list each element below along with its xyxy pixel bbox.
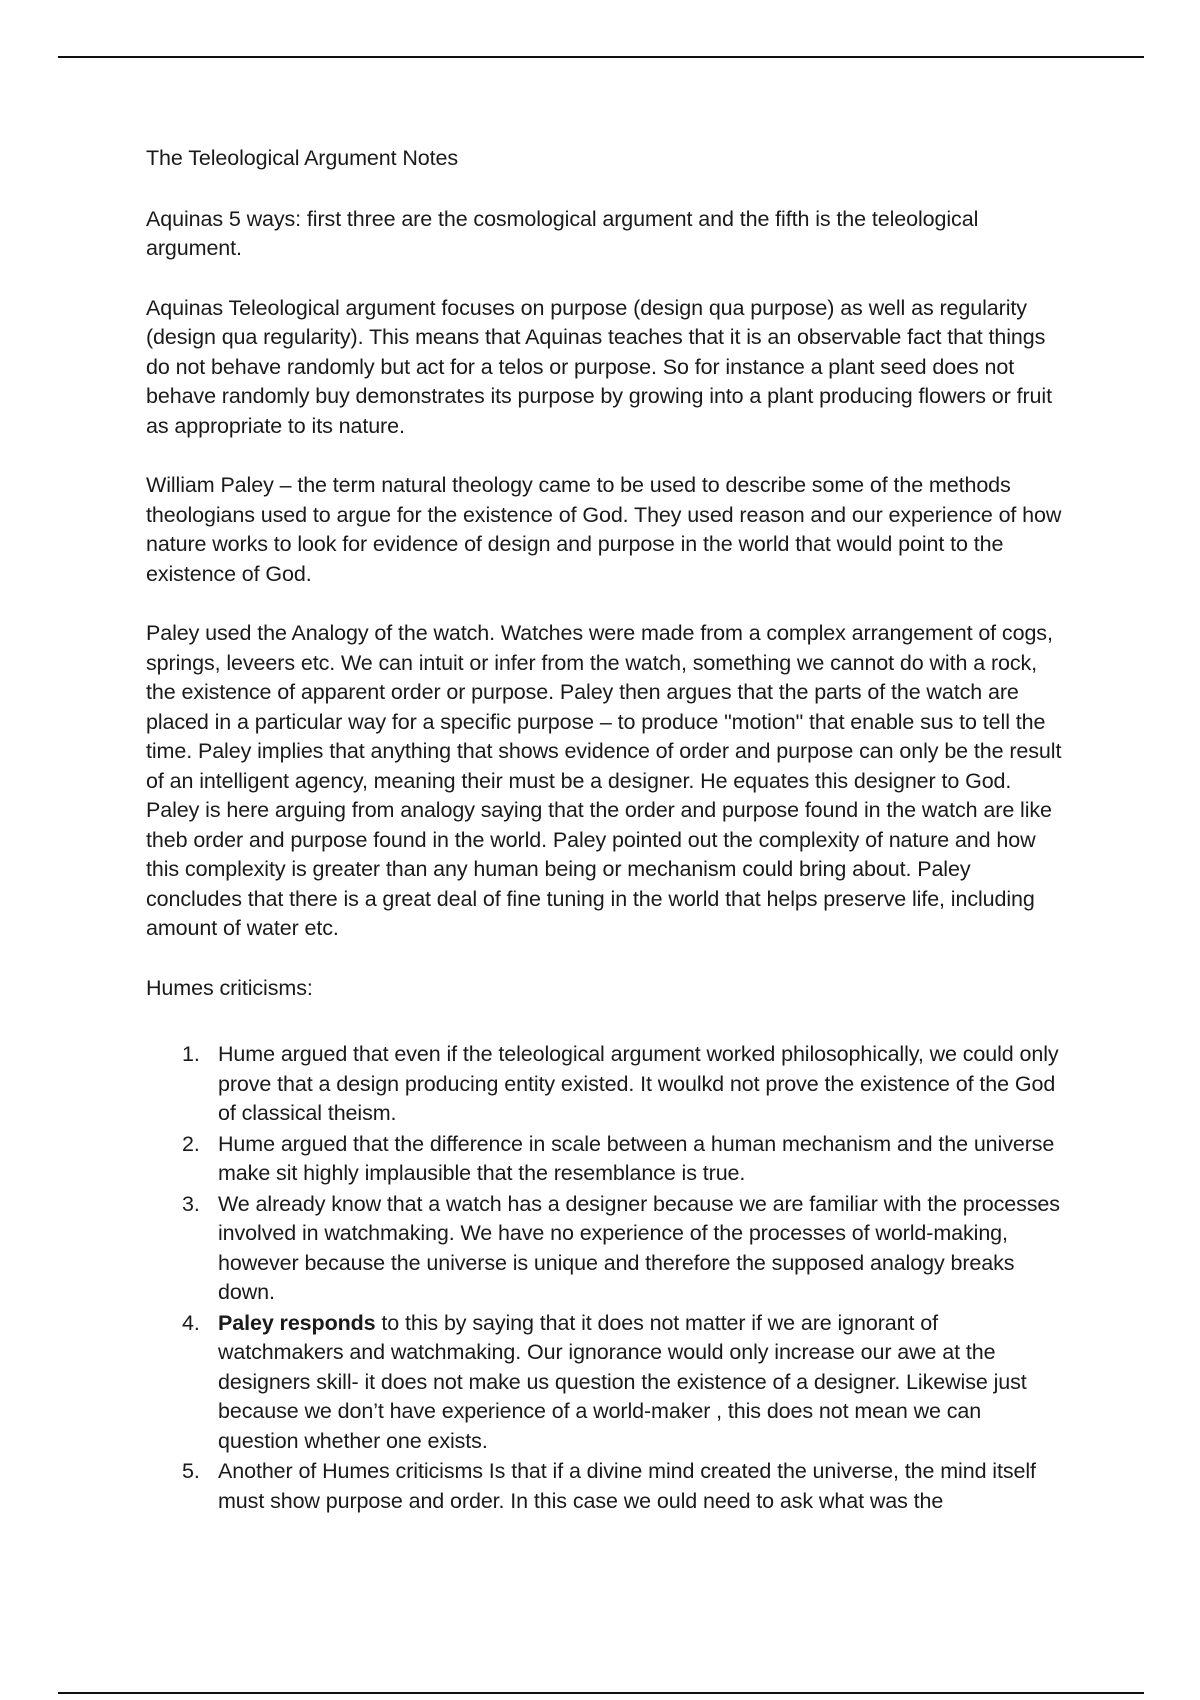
list-item	[146, 1190, 1066, 1308]
list-item	[146, 1309, 1066, 1457]
list-item	[146, 1130, 1066, 1189]
document-title: The Teleological Argument Notes	[146, 146, 459, 170]
list-item-text: Another of Humes criticisms Is that if a divine mind created the universe, the mind itself must show purpose and order. In this case we ould need to ask what was the	[218, 1459, 1036, 1513]
list-number: 2.	[182, 1131, 200, 1156]
paragraph-watch-analogy: Paley used the Analogy of the watch. Watches were made from a complex arrangement of cogs, springs, leveers etc. We can intuit or infer from the watch, something we cannot do with a rock, the existence of apparent order or purpose. Paley then argues that the parts of the watch are placed in a particular way for a specific purpose – to produce "motion" that enable sus to tell the time. Paley implies that anything that shows evidence of order and purpose can only be the result of an intelligent agency, meaning their must be a designer. He equates this designer to God. Paley is here arguing from analogy saying that the order and purpose found in the watch are like theb order and purpose found in the world. Paley pointed out the complexity of nature and how this complexity is greater than any human being or mechanism could bring about. Paley concludes that there is a great deal of fine tuning in the world that helps preserve life, including amount of water etc.	[146, 621, 1062, 940]
list-item-text: Hume argued that even if the teleological argument worked philosophically, we could only prove that a design producing entity existed. It woulkd not prove the existence of the God of classical theism.	[218, 1042, 1059, 1125]
paragraph-william-paley: William Paley – the term natural theology came to be used to describe some of the methods theologians used to argue for the existence of God. They used reason and our experience of how nature works to look for evidence of design and purpose in the world that would point to the existence of God.	[146, 473, 1062, 586]
list-number: 1.	[182, 1042, 200, 1066]
footer-rule	[58, 1692, 1144, 1694]
document-page	[146, 144, 1066, 1517]
list-item-text: Hume argued that the difference in scale between a human mechanism and the universe make sit highly implausible that the resemblance is true.	[218, 1131, 1055, 1185]
list-item	[146, 1457, 1066, 1516]
paragraph-aquinas-teleological: Aquinas Teleological argument focuses on purpose (design qua purpose) as well as regularity (design qua regularity). This means that Aquinas teaches that it is an observable fact that things do not behave randomly but act for a telos or purpose. So for instance a plant seed does not behave randomly buy demonstrates its purpose by growing into a plant producing flowers or fruit as appropriate to its nature.	[146, 295, 1052, 438]
list-number: 3.	[182, 1191, 200, 1216]
list-number: 4.	[182, 1310, 200, 1335]
humes-heading: Humes criticisms:	[146, 975, 313, 1000]
list-number: 5.	[182, 1459, 200, 1483]
paragraph-aquinas-ways: Aquinas 5 ways: first three are the cosmological argument and the fifth is the teleological argument.	[146, 206, 979, 260]
list-item-bold-lead: Paley responds	[218, 1310, 376, 1335]
list-item-text: We already know that a watch has a designer because we are familiar with the processes involved in watchmaking. We have no experience of the processes of world-making, however because the universe is unique and therefore the supposed analogy breaks down.	[218, 1191, 1060, 1304]
list-item	[146, 1040, 1066, 1129]
header-rule	[58, 56, 1144, 58]
criticisms-list	[146, 1040, 1066, 1516]
list-item-text: to this by saying that it does not matter if we are ignorant of watchmakers and watchmaking. Our ignorance would only increase our awe at the designers skill- it does not make us question the existence of a designer. Likewise just because we don’t have experience of a world-maker , this does not mean we can question whether one exists.	[218, 1310, 1027, 1453]
